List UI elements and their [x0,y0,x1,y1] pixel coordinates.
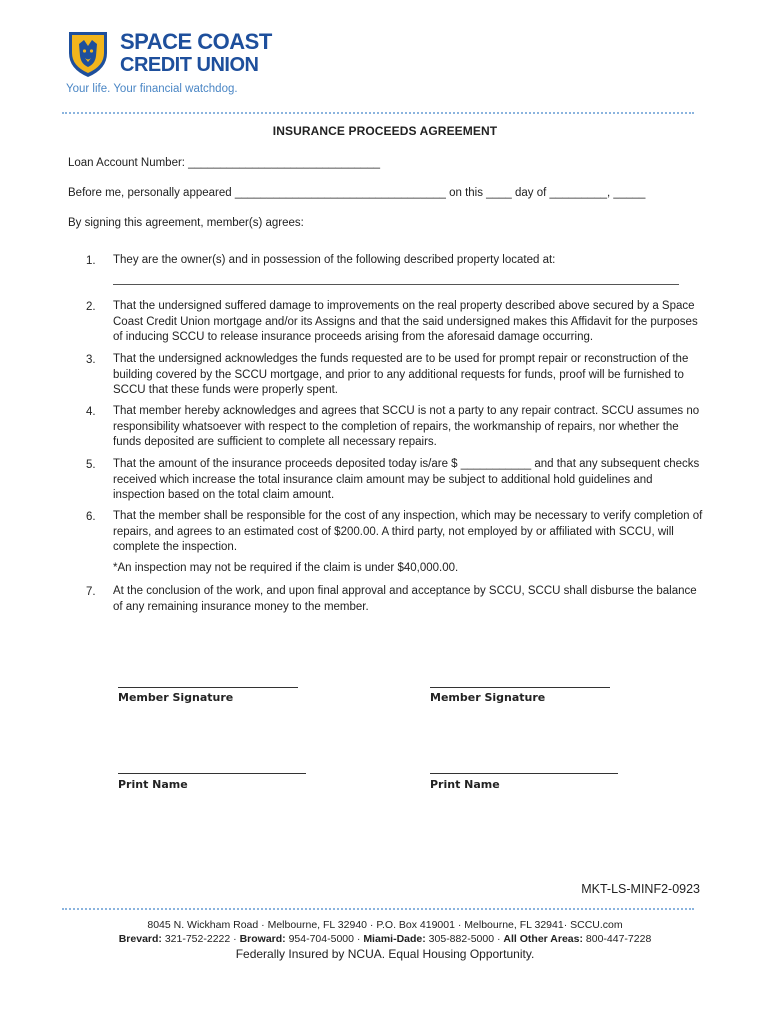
watchdog-shield-icon [66,29,110,79]
brand-tagline: Your life. Your financial watchdog. [66,83,238,95]
footer-phones: Brevard: 321-752-2222 · Broward: 954-704-5000 · Miami-Dade: 305-882-5000 · All Other Areas: 800-447-7228 [118,933,652,945]
document-title: INSURANCE PROCEEDS AGREEMENT [272,124,498,138]
phone-number: 800-447-7228 [585,933,652,945]
phone-number: 321-752-2222 [164,933,231,945]
item-number: 6. [86,511,96,523]
phone-number: 954-704-5000 [288,933,354,945]
phone-label: Broward: [239,933,286,945]
phone-number: 305-882-5000 [428,933,495,945]
agreement-item-2: That the undersigned suffered damage to improvements on the real property described above secured by a Space Coast Credit Union mortgage and/or its Assigns and that the said undersigned makes this Affidavit for the purposes of inducing SCCU to release insurance proceeds arising from the aforesaid damage occurring. [113,300,698,343]
agreement-item-5: That the amount of the insurance proceeds deposited today is/are $ ___________ and that any subsequent checks received which increase the total insurance claim amount may be subject to additional hold guidelines and inspection based on the total claim amount. [113,458,700,501]
item-number: 4. [86,406,96,418]
member-signature-line-2[interactable] [430,687,610,688]
footer-ncua: Federally Insured by NCUA. Equal Housing Opportunity. [235,947,535,961]
item-number: 5. [86,459,96,471]
form-code: MKT-LS-MINF2-0923 [581,882,700,896]
agreement-item-1: They are the owner(s) and in possession of the following described property located at: [113,254,556,266]
member-signature-label-1: Member Signature [118,691,234,704]
print-name-line-2[interactable] [430,773,618,774]
item-number: 7. [86,586,96,598]
property-address-line[interactable] [113,284,679,285]
phone-label: All Other Areas: [503,933,583,945]
agreement-item-6: That the member shall be responsible for the cost of any inspection, which may be necessary to verify completion of repairs, and agrees to an estimated cost of $200.00. A third party, not employed by or affiliated with SCCU, will complete the inspection. [113,510,703,553]
header-divider [62,112,694,114]
phone-label: Miami-Dade: [363,933,426,945]
agrees-statement: By signing this agreement, member(s) agrees: [68,217,304,229]
footer-divider [62,908,694,910]
phone-label: Brevard: [118,933,162,945]
member-signature-label-2: Member Signature [430,691,546,704]
inspection-note: *An inspection may not be required if the claim is under $40,000.00. [113,562,459,574]
item-number: 3. [86,354,96,366]
brand-name-line1: SPACE COAST [120,29,272,54]
agreement-item-7: At the conclusion of the work, and upon final approval and acceptance by SCCU, SCCU shall disburse the balance of any remaining insurance money to the member. [113,585,697,613]
print-name-label-1: Print Name [118,778,188,791]
print-name-label-2: Print Name [430,778,500,791]
agreement-item-3: That the undersigned acknowledges the funds requested are to be used for prompt repair or reconstruction of the building covered by the SCCU mortgage, and prior to any additional requests for funds, proof will be furnished to SCCU that these funds were properly spent. [113,353,689,396]
member-signature-line-1[interactable] [118,687,298,688]
item-number: 2. [86,301,96,313]
appeared-field[interactable]: Before me, personally appeared _________________________________ on this ____ day of _________, _____ [68,187,646,199]
item-number: 1. [86,255,96,267]
print-name-line-1[interactable] [118,773,306,774]
agreement-item-4: That member hereby acknowledges and agrees that SCCU is not a party to any repair contract. SCCU assumes no responsibility whatsoever with respect to the completion of repairs, the workmanship of repairs, nor whether the funds deposited are sufficient to complete all necessary repairs. [113,405,700,448]
brand-name-line2: CREDIT UNION [120,54,259,76]
loan-account-field[interactable]: Loan Account Number: ______________________________ [68,157,381,169]
footer-address: 8045 N. Wickham Road · Melbourne, FL 32940 · P.O. Box 419001 · Melbourne, FL 32941· SCCU.com [147,919,623,931]
sccu-logo [66,27,306,97]
